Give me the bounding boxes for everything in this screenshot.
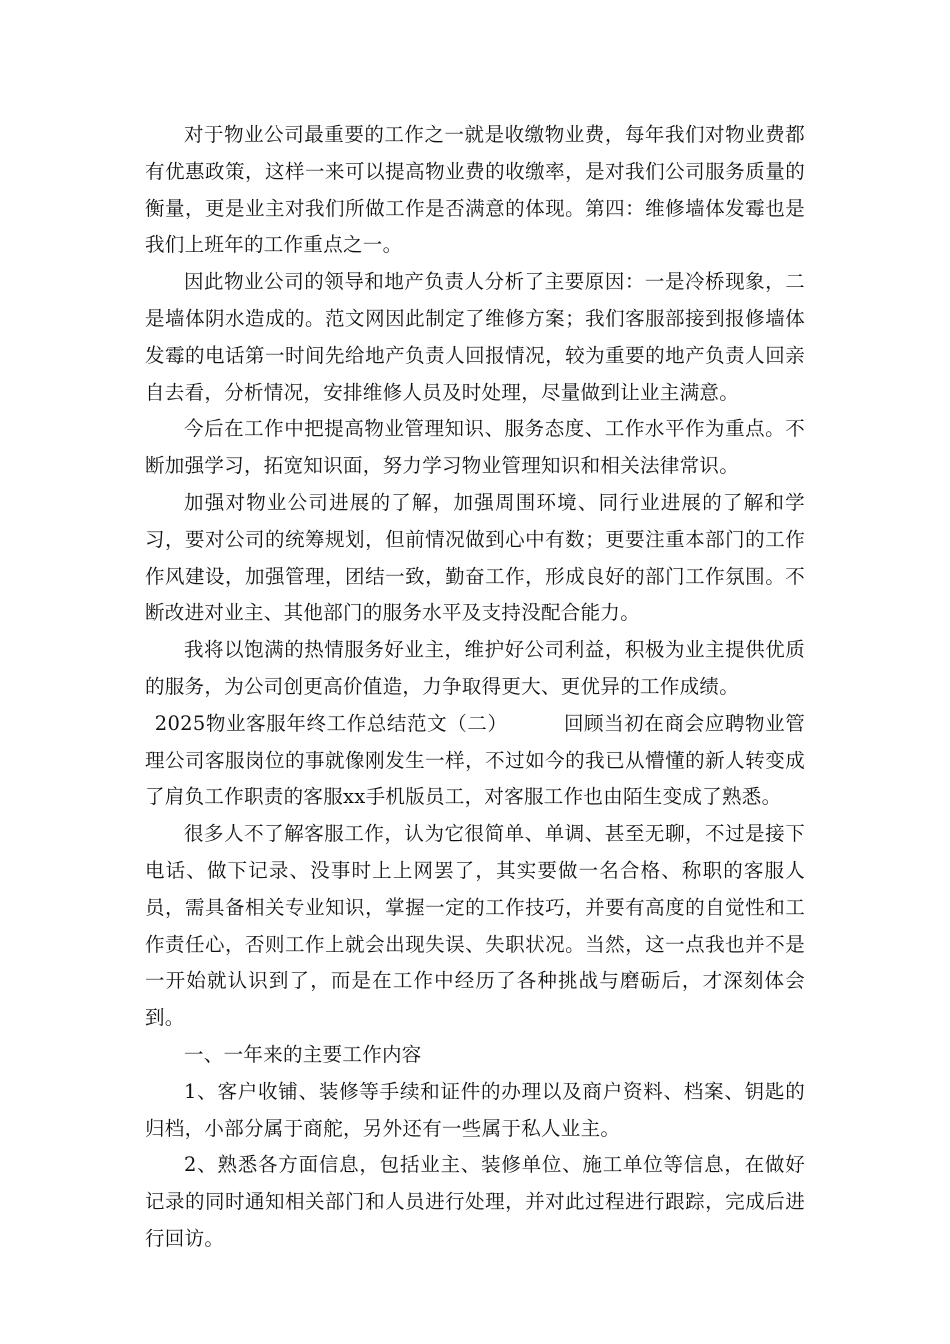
paragraph-company-understanding: 加强对物业公司进展的了解，加强周围环境、同行业进展的了解和学习，要对公司的统筹规划，但前情况做到心中有数；更要注重本部门的工作作风建设，加强管理，团结一致，勤奋工作，形成良好的部门工作氛围。不断改进对业主、其他部门的服务水平及支持没配合能力。 (145, 490, 805, 625)
document-page (145, 117, 805, 1258)
section-intro: 回顾当初在商会应聘物业管理公司客服岗位的事就像刚发生一样，不过如今的我已从懵懂的新人转变成了肩负工作职责的客服xx手机版员工，对客服工作也由陌生变成了熟悉。 (145, 711, 806, 809)
paragraph-mold-repair: 因此物业公司的领导和地产负责人分析了主要原因：一是冷桥现象，二是墙体阴水造成的。范文网因此制定了维修方案；我们客服部接到报修墙体发霉的电话第一时间先给地产负责人回报情况，较为重要的地产负责人回亲自去看，分析情况，安排维修人员及时处理，尽量做到让业主满意。 (145, 270, 805, 404)
paragraph-future-focus: 今后在工作中把提高物业管理知识、服务态度、工作水平作为重点。不断加强学习，拓宽知识面，努力学习物业管理知识和相关法律常识。 (145, 417, 805, 478)
section-two (145, 706, 805, 816)
section-title: 2025物业客服年终工作总结范文（二） (154, 711, 508, 735)
paragraph-fee-collection: 对于物业公司最重要的工作之一就是收缴物业费，每年我们对物业费都有优惠政策，这样一来可以提高物业费的收缴率，是对我们公司服务质量的衡量，更是业主对我们所做工作是否满意的体现。第四：维修墙体发霉也是我们上班年的工作重点之一。 (145, 123, 805, 257)
paragraph-customer-service-nature: 很多人不了解客服工作，认为它很简单、单调、甚至无聊，不过是接下电话、做下记录、没事时上上网罢了，其实要做一名合格、称职的客服人员，需具备相关专业知识，掌握一定的工作技巧，并要有高度的自觉性和工作责任心，否则工作上就会出现失误、失职状况。当然，这一点我也并不是一开始就认识到了，而是在工作中经历了各种挑战与磨砺后，才深刻体会到。 (145, 822, 805, 1030)
paragraph-commitment: 我将以饱满的热情服务好业主，维护好公司利益，积极为业主提供优质的服务，为公司创更高价值造，力争取得更大、更优异的工作成绩。 (145, 638, 805, 698)
list-item-1: 1、客户收铺、装修等手续和证件的办理以及商户资料、档案、钥匙的归档，小部分属于商舵，另外还有一些属于私人业主。 (145, 1079, 805, 1140)
subheading-main-work: 一、一年来的主要工作内容 (184, 1042, 422, 1066)
list-item-2: 2、熟悉各方面信息，包括业主、装修单位、施工单位等信息，在做好记录的同时通知相关部门和人员进行处理，并对此过程进行跟踪，完成后进行回访。 (145, 1153, 805, 1250)
